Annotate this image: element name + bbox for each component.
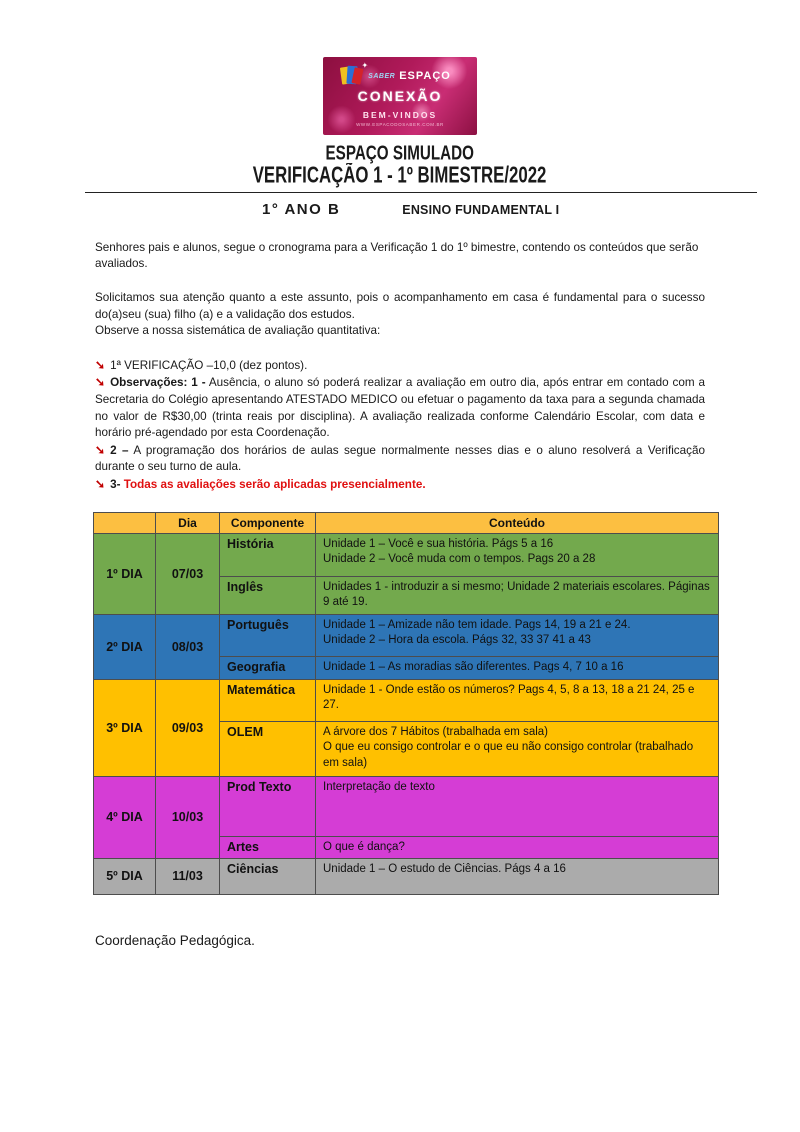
logo-top-row (341, 61, 451, 87)
class-label: 1° ANO B (262, 200, 341, 218)
rules-list (95, 357, 705, 494)
component-cell: Matemática (220, 679, 316, 721)
schedule-table (93, 512, 719, 895)
component-cell: Artes (220, 836, 316, 858)
logo-conexao-text: CONEXÃO (357, 88, 443, 104)
table-row (94, 776, 719, 836)
rule-2-text: Ausência, o aluno só poderá realizar a avaliação em outro dia, após entrar em contado com a Secretaria do Colégio apresentando ATESTADO MEDICO ou efetuar o pagamento da taxa para a segunda chamada no valor de R$30,00 (trinta reais por disciplina). A avaliação realizada conforme Calendário Escolar, com data e horário pré-agendado por esta Coordenação. (95, 376, 705, 440)
logo-espaco-text: ESPAÇO (399, 70, 451, 82)
component-cell: Português (220, 614, 316, 656)
title-verificacao: VERIFICAÇÃO 1 - 1º BIMESTRE/2022 (253, 163, 547, 189)
table-row (94, 533, 719, 576)
day-cell: 1º DIA (94, 533, 156, 614)
books-icon (341, 61, 369, 87)
rule-3-lead: 2 – (110, 443, 129, 457)
day-cell: 2º DIA (94, 614, 156, 679)
level-label: ENSINO FUNDAMENTAL I (402, 202, 560, 217)
content-cell: Unidades 1 - introduzir a si mesmo; Unidade 2 materiais escolares. Páginas 9 até 19. (316, 576, 719, 614)
header-dia: Dia (156, 512, 220, 533)
table-header-row (94, 512, 719, 533)
header-divider (85, 192, 757, 193)
intro-paragraph-3: Observe a nossa sistemática de avaliação quantitativa: (95, 324, 381, 338)
header-empty-cell (94, 512, 156, 533)
intro-text (95, 240, 705, 340)
rule-1-text: 1ª VERIFICAÇÃO –10,0 (dez pontos). (110, 358, 308, 372)
list-item (95, 476, 705, 494)
rule-4-lead: 3- (110, 478, 121, 492)
header-componente: Componente (220, 512, 316, 533)
component-cell: Inglês (220, 576, 316, 614)
component-cell: OLEM (220, 721, 316, 776)
content-cell: Unidade 1 – As moradias são diferentes. Pags 4, 7 10 a 16 (316, 656, 719, 679)
red-arrow-icon: ➘ (95, 375, 106, 390)
red-arrow-icon: ➘ (95, 477, 106, 492)
table-row (94, 614, 719, 656)
date-cell: 09/03 (156, 679, 220, 776)
component-cell: História (220, 533, 316, 576)
title-espaco-simulado: ESPAÇO SIMULADO (325, 142, 475, 165)
content-cell: O que é dança? (316, 836, 719, 858)
logo-url-text: WWW.ESPACODOSABER.COM.BR (356, 122, 444, 127)
date-cell: 07/03 (156, 533, 220, 614)
content-cell: Unidade 1 – Você e sua história. Págs 5 a 16 Unidade 2 – Você muda com o tempos. Pags 20 a 28 (316, 533, 719, 576)
red-arrow-icon: ➘ (95, 357, 106, 372)
star-icon: ✦ (361, 61, 369, 70)
day-cell: 3º DIA (94, 679, 156, 776)
rule-4-text: Todas as avaliações serão aplicadas presencialmente. (120, 478, 426, 492)
date-cell: 08/03 (156, 614, 220, 679)
rule-3-text: A programação dos horários de aulas segue normalmente nesses dias e o aluno resolverá a Verificação durante o seu turno de aula. (95, 443, 705, 474)
component-cell: Ciências (220, 858, 316, 894)
signature: Coordenação Pedagógica. (95, 932, 255, 948)
day-cell: 4º DIA (94, 776, 156, 858)
intro-paragraph-2: Solicitamos sua atenção quanto a este assunto, pois o acompanhamento em casa é fundamental para o sucesso do(a)seu (sua) filho (a) e a validação dos estudos. (95, 291, 705, 321)
document-titles (0, 143, 800, 188)
list-item (95, 357, 705, 375)
logo-saber-text: SABER (368, 72, 396, 80)
date-cell: 10/03 (156, 776, 220, 858)
list-item (95, 374, 705, 441)
table-row (94, 858, 719, 894)
list-item (95, 442, 705, 476)
red-arrow-icon: ➘ (95, 442, 106, 457)
rule-2-lead: Observações: 1 - (110, 376, 206, 390)
content-cell: A árvore dos 7 Hábitos (trabalhada em sala) O que eu consigo controlar e o que eu não consigo controlar (trabalhado em sala) (316, 721, 719, 776)
date-cell: 11/03 (156, 858, 220, 894)
school-logo (323, 57, 477, 135)
component-cell: Geografia (220, 656, 316, 679)
header-conteudo: Conteúdo (316, 512, 719, 533)
logo-welcome-text: BEM-VINDOS (362, 110, 438, 120)
component-cell: Prod Texto (220, 776, 316, 836)
day-cell: 5º DIA (94, 858, 156, 894)
intro-paragraph-1: Senhores pais e alunos, segue o cronograma para a Verificação 1 do 1º bimestre, contendo os conteúdos que serão avaliados. (95, 240, 699, 271)
content-cell: Unidade 1 - Onde estão os números? Pags 4, 5, 8 a 13, 18 a 21 24, 25 e 27. (316, 679, 719, 721)
class-line (262, 201, 800, 218)
content-cell: Unidade 1 – O estudo de Ciências. Págs 4 a 16 (316, 858, 719, 894)
content-cell: Interpretação de texto (316, 776, 719, 836)
table-row (94, 679, 719, 721)
content-cell: Unidade 1 – Amizade não tem idade. Pags 14, 19 a 21 e 24. Unidade 2 – Hora da escola. Págs 32, 33 37 41 a 43 (316, 614, 719, 656)
